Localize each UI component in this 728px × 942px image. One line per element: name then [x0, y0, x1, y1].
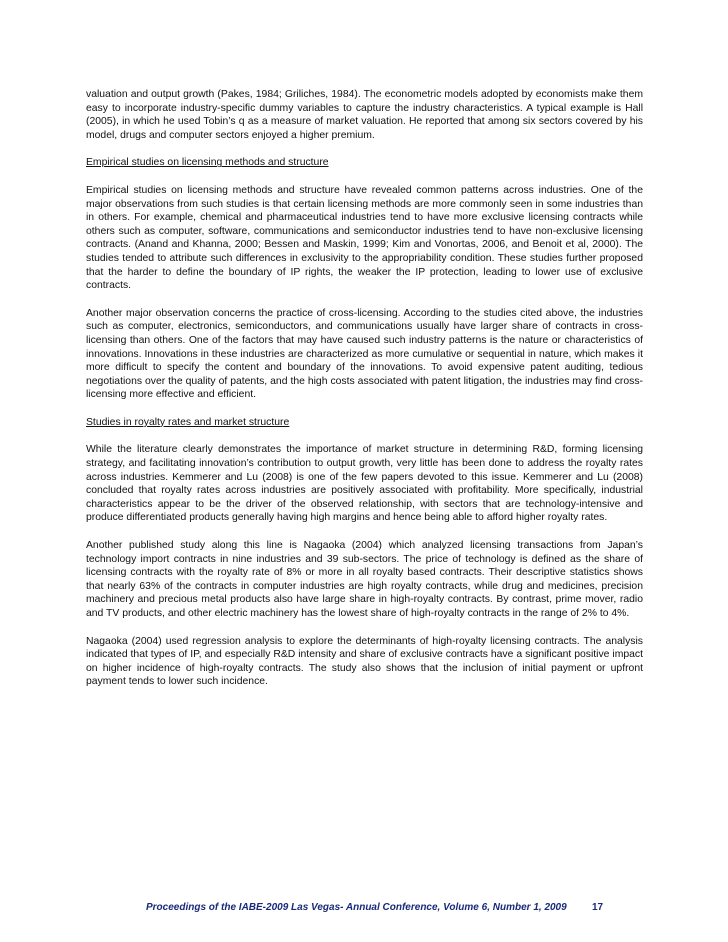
section-heading-licensing-methods: Empirical studies on licensing methods and structure [86, 157, 329, 169]
paragraph-nagaoka-study: Another published study along this line is Nagaoka (2004) which analyzed licensing transactions from Japan’s technology import contracts in nine industries and 39 sub-sectors. The price of technology is defined as the share of licensing contracts with the royalty rate of 8% or more in all royalty based contracts. Their descriptive statistics shows that nearly 63% of the contracts in computer industries are high royalty contracts, while drug and medicines, precision machinery and precious metal products also have large share in high-royalty contracts. By contrast, prime mover, radio and TV products, and other electric machinery has the lowest share of high-royalty contracts in the range of 2% to 4%. [86, 540, 643, 619]
page-body [86, 88, 643, 703]
section-heading-royalty-rates: Studies in royalty rates and market structure [86, 416, 290, 428]
page-footer [146, 902, 616, 913]
paragraph-valuation: valuation and output growth (Pakes, 1984; Griliches, 1984). The econometric models adopted by economists make them easy to incorporate industry-specific dummy variables to capture the industry characteristics. A typical example is Hall (2005), in which he used Tobin’s q as a measure of market valuation. He reported that among six sectors covered by his model, drugs and computer sectors enjoyed a higher premium. [86, 89, 643, 141]
paragraph-royalty-literature: While the literature clearly demonstrates the importance of market structure in determining R&D, forming licensing strategy, and facilitating innovation’s contribution to output growth, very little has been done to address the royalty rates across industries. Kemmerer and Lu (2008) is one of the few papers devoted to this issue. Kemmerer and Lu (2008) concluded that royalty rates across industries are positively associated with profitability. More specifically, industrial characteristics appear to be the driver of the observed relationship, with sectors that are technology-intensive and produce differentiated products generally having high margins and hence being able to afford higher royalty rates. [86, 444, 643, 524]
paragraph-cross-licensing: Another major observation concerns the practice of cross-licensing. According to the studies cited above, the industries such as computer, electronics, semiconductors, and communications usually have larger share of contracts in cross-licensing than others. One of the factors that may have caused such industry patterns is the nature or characteristics of innovations. Innovations in these industries are characterized as more cumulative or sequential in nature, which makes it more difficult to specify the content and boundary of the innovations. To avoid expensive patent auditing, tedious negotiations over the quality of patents, and the high costs associated with patent litigation, the industries may find cross-licensing more effective and efficient. [86, 307, 643, 401]
paragraph-nagaoka-regression: Nagaoka (2004) used regression analysis to explore the determinants of high-royalty licensing contracts. The analysis indicated that types of IP, and especially R&D intensity and share of exclusive contracts have a significant positive impact on higher incidence of high-royalty contracts. The study also shows that the inclusion of initial payment or upfront payment tends to lower such incidence. [86, 635, 643, 688]
footer-citation: Proceedings of the IABE-2009 Las Vegas- Annual Conference, Volume 6, Number 1, 2009 [146, 902, 567, 913]
page-number: 17 [592, 902, 604, 913]
paragraph-empirical-studies: Empirical studies on licensing methods and structure have revealed common patterns across industries. One of the major observations from such studies is that certain licensing methods are more commonly seen in some industries than in others. For example, chemical and pharmaceutical industries tend to have more exclusive licensing contracts while others such as computer, software, communications and semiconductor industries tend to have non-exclusive licensing contracts. (Anand and Khanna, 2000; Bessen and Maskin, 1999; Kim and Vonortas, 2006, and Benoit et al, 2000). The studies tended to attribute such differences in exclusivity to the appropriability condition. These studies further proposed that the harder to define the boundary of IP rights, the weaker the IP protection, leading to lower use of exclusive contracts. [86, 184, 643, 292]
